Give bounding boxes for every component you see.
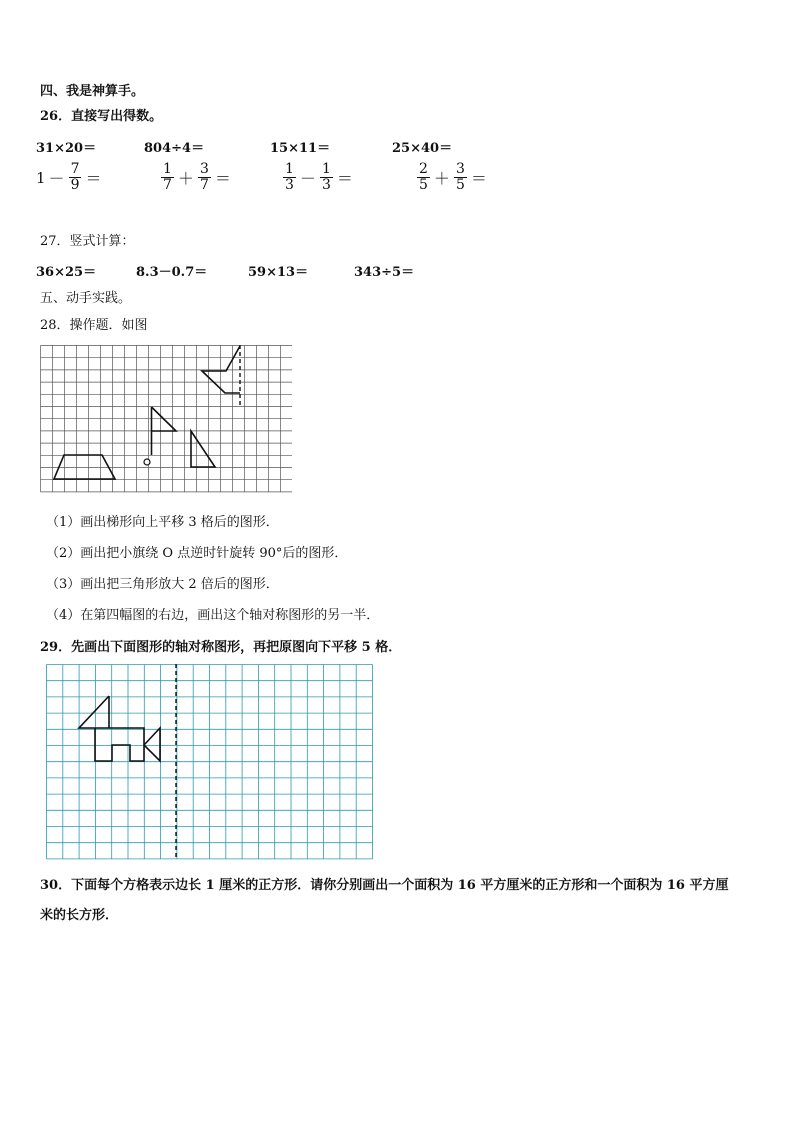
section4-title: 四、我是神算手。 — [40, 84, 145, 99]
section5-title: 五、动手实践。 — [40, 291, 132, 306]
equals: ＝ — [85, 169, 102, 188]
q28-title: 28．操作题．如图 — [40, 318, 148, 333]
fraction — [69, 162, 82, 193]
q30-line1: 30．下面每个方格表示边长 1 厘米的正方形．请你分别画出一个面积为 16 平方厘米的正方形和一个面积为 16 平方厘 — [40, 878, 729, 893]
q27-item-1: 36×25＝ — [36, 265, 97, 280]
q27-item-4: 343÷5＝ — [354, 265, 415, 280]
trapezoid-shape — [54, 455, 115, 479]
q27-title: 27．竖式计算： — [40, 234, 135, 249]
q26-item-3: 15×11＝ — [270, 141, 331, 156]
q26-item-4: 25×40＝ — [392, 141, 453, 156]
q26-fraction-expr-3 — [282, 162, 356, 193]
q26-fraction-expr-1 — [36, 162, 105, 193]
denominator: 9 — [70, 177, 80, 193]
q26-title: 26．直接写出得数。 — [40, 109, 163, 124]
operator: － — [48, 169, 65, 188]
denominator: 7 — [163, 177, 172, 193]
q30-line2: 米的长方形． — [40, 908, 119, 923]
equals: ＝ — [336, 169, 353, 188]
denominator: 3 — [285, 177, 294, 193]
fraction — [283, 162, 296, 193]
equals: ＝ — [214, 169, 231, 188]
numerator: 1 — [321, 161, 331, 177]
triangle-shape — [191, 431, 215, 467]
numerator: 2 — [419, 161, 428, 177]
q28-grid-lines — [41, 346, 293, 492]
q26-fraction-expr-2 — [160, 162, 234, 193]
q27-item-3: 59×13＝ — [248, 265, 309, 280]
denominator: 7 — [199, 177, 209, 193]
point-o-marker — [144, 459, 150, 465]
q27-item-2: 8.3－0.7＝ — [136, 265, 208, 280]
fraction — [454, 162, 467, 193]
numerator: 7 — [70, 161, 80, 177]
q29-title: 29．先画出下面图形的轴对称图形，再把原图向下平移 5 格． — [40, 640, 402, 655]
numerator: 1 — [163, 161, 172, 177]
q28-grid-figure — [40, 345, 292, 495]
denominator: 5 — [455, 177, 465, 193]
q29-grid-figure — [46, 664, 374, 860]
q28-task-3: （3）画出把三角形放大 2 倍后的图形． — [46, 577, 279, 592]
fraction — [198, 162, 211, 193]
q26-fraction-expr-4 — [416, 162, 490, 193]
fraction — [161, 162, 174, 193]
q28-task-2: （2）画出把小旗绕 O 点逆时针旋转 90°后的图形． — [46, 546, 348, 561]
operator: － — [299, 169, 316, 188]
denominator: 5 — [419, 177, 428, 193]
q26-item-2: 804÷4＝ — [144, 141, 205, 156]
operator: ＋ — [177, 169, 194, 188]
numerator: 3 — [199, 161, 209, 177]
equals: ＝ — [470, 169, 487, 188]
q26-item-1: 31×20＝ — [36, 141, 97, 156]
whole-number: 1 — [36, 168, 46, 187]
q28-task-1: （1）画出梯形向上平移 3 格后的图形． — [46, 515, 279, 530]
fraction — [320, 162, 333, 193]
fraction — [417, 162, 430, 193]
operator: ＋ — [433, 169, 450, 188]
numerator: 3 — [455, 161, 465, 177]
dog-shape — [79, 696, 160, 761]
denominator: 3 — [321, 177, 331, 193]
half-symmetric-shape — [202, 346, 240, 393]
numerator: 1 — [285, 161, 294, 177]
q28-task-4: （4）在第四幅图的右边，画出这个轴对称图形的另一半． — [46, 608, 380, 623]
